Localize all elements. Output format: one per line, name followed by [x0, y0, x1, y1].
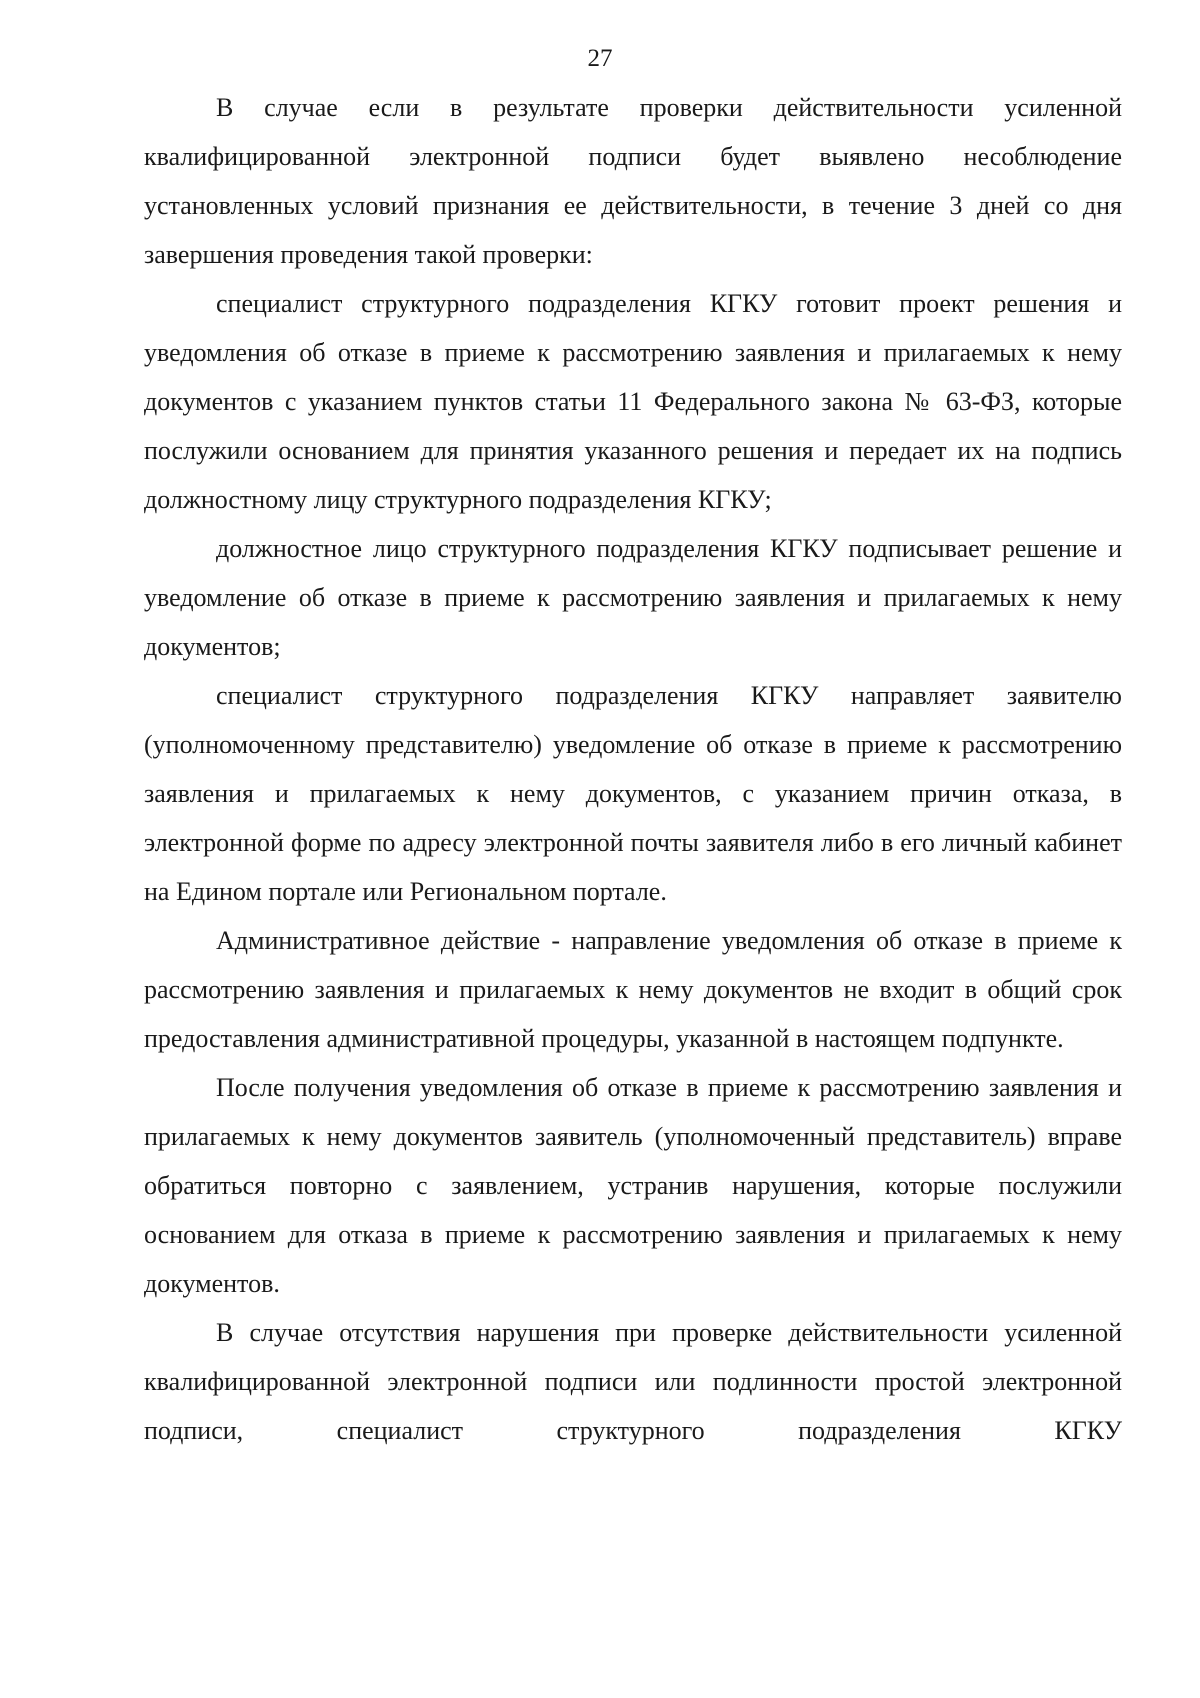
paragraph-administrative-action: Административное действие - направление уведомления об отказе в приеме к рассмотрению заявления и прилагаемых к нему документов не входит в общий срок предоставления административной процедуры, указанной в настоящем подпункте. — [144, 926, 1122, 1053]
paragraph-specialist-prepares-decision: специалист структурного подразделения КГКУ готовит проект решения и уведомления об отказе в приеме к рассмотрению заявления и прилагаемых к нему документов с указанием пунктов статьи 11 Федерального закона № 63-ФЗ, которые послужили основанием для принятия указанного решения и передает их на подпись должностному лицу структурного подразделения КГКУ; — [144, 289, 1122, 514]
paragraph-no-violation: В случае отсутствия нарушения при проверке действительности усиленной квалифицированной электронной подписи или подлинности простой электронной подписи, специалист структурного подразделения КГКУ — [144, 1318, 1122, 1445]
paragraph-specialist-sends-notice: специалист структурного подразделения КГКУ направляет заявителю (уполномоченному представителю) уведомление об отказе в приеме к рассмотрению заявления и прилагаемых к нему документов, с указанием причин отказа, в электронной форме по адресу электронной почты заявителя либо в его личный кабинет на Едином портале или Региональном портале. — [144, 681, 1122, 906]
paragraph-signature-check-failure: В случае если в результате проверки действительности усиленной квалифицированной электронной подписи будет выявлено несоблюдение установленных условий признания ее действительности, в течение 3 дней со дня завершения проведения такой проверки: — [144, 93, 1122, 269]
paragraph-repeat-application: После получения уведомления об отказе в приеме к рассмотрению заявления и прилагаемых к нему документов заявитель (уполномоченный представитель) вправе обратиться повторно с заявлением, устранив нарушения, которые послужили основанием для отказа в приеме к рассмотрению заявления и прилагаемых к нему документов. — [144, 1073, 1122, 1298]
page-number: 27 — [587, 45, 613, 72]
paragraph-official-signs-decision: должностное лицо структурного подразделения КГКУ подписывает решение и уведомление об отказе в приеме к рассмотрению заявления и прилагаемых к нему документов; — [144, 534, 1122, 661]
document-body — [144, 83, 1122, 1455]
